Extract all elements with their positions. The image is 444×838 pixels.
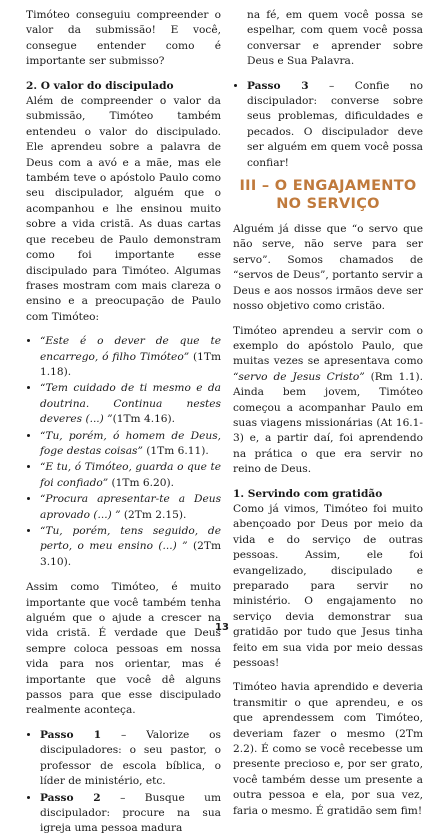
- quotes-list: [26, 334, 221, 570]
- heading-discipulado: 2. O valor do discipulado: [26, 79, 174, 92]
- step-1: • Passo 1 – Valorize os discipuladores: o seu pastor, o professor de escola bíblica, o líder de ministério, etc.: [40, 728, 221, 790]
- page-number: 13: [215, 622, 229, 633]
- list-item: • “Este é o dever de que te encarrego, ó filho Timóteo” (1Tm 1.18).: [40, 334, 221, 380]
- list-item: • “Tu, porém, tens seguido, de perto, o meu ensino (...) ” (2Tm 3.10).: [40, 524, 221, 570]
- final-paragraph: Timóteo havia aprendido e deveria transmitir o que aprendeu, e os que aprendessem com Timóteo, deveriam fazer o mesmo (2Tm 2.2). É como se você recebesse um presente precioso e, por ser grato, você também desse um presente a outra pessoa e ela, por sua vez, faria o mesmo. É gratidão sem fim!: [233, 681, 423, 817]
- right-column: [233, 8, 423, 819]
- list-item: • “Tu, porém, ó homem de Deus, foge destas coisas” (1Tm 6.11).: [40, 429, 221, 460]
- timoteo-service-paragraph: Timóteo aprendeu a servir com o exemplo do apóstolo Paulo, que muitas vezes se apresentava como “servo de Jesus Cristo” (Rm 1.1). Ainda bem jovem, Timóteo começou a acompanhar Paulo em suas viagens missionárias (At 16.1-3) e, a partir daí, foi aprendendo na prática o que era servir no reino de Deus.: [233, 324, 423, 476]
- left-column: [26, 8, 221, 838]
- step-2-continuation: na fé, em quem você possa se espelhar, com quem você possa conversar e aprender sobre Deus e Sua Palavra.: [247, 9, 423, 68]
- intro-paragraph: Timóteo conseguiu compreender o valor da submissão! E você, consegue entender como é importante ser submisso?: [26, 9, 221, 68]
- list-item: • “E tu, ó Timóteo, guarda o que te foi confiado” (1Tm 6.20).: [40, 460, 221, 491]
- list-item: • “Tem cuidado de ti mesmo e da doutrina. Continua nestes deveres (...) ”(1Tm 4.16).: [40, 381, 221, 427]
- heading-gratidao: 1. Servindo com gratidão: [233, 487, 383, 500]
- service-intro-paragraph: Alguém já disse que “o servo que não serve, não serve para ser servo”. Somos chamados de “servos de Deus”, portanto servir a Deus e aos nossos irmãos deve ser nosso objetivo como cristão.: [233, 223, 423, 313]
- step-3: • Passo 3 – Confie no discipulador: converse sobre seus problemas, dificuldades e pecados. O discipulador deve ser alguém em quem você possa confiar!: [247, 79, 423, 171]
- list-item: • “Procura apresentar-te a Deus aprovado (...) ” (2Tm 2.15).: [40, 492, 221, 523]
- discipulado-paragraph: Além de compreender o valor da submissão, Timóteo também entendeu o valor do discipulado. Ele aprendeu sobre a palavra de Deus com a avó e a mãe, mas ele também teve o apóstolo Paulo como seu discipulador, alguém que o acompanhou e lhe ensinou muito sobre a vida cristã. As duas cartas que recebeu de Paulo demonstram como foi importante esse discipulado para Timóteo. Algumas frases mostram com mais clareza o ensino e a preocupação de Paulo com Timóteo:: [26, 95, 221, 323]
- step-2: • Passo 2 – Busque um discipulador: procure na sua igreja uma pessoa madura: [40, 791, 221, 837]
- steps-list-continued: [233, 79, 423, 171]
- importance-paragraph: Assim como Timóteo, é muito importante que você também tenha alguém que o ajude a crescer na vida cristã. É verdade que Deus sempre coloca pessoas em nossa vida para nos orientar, mas é importante que você dê alguns passos para que esse discipulado realmente aconteça.: [26, 581, 221, 717]
- steps-list: [26, 728, 221, 837]
- section-title: III – O ENGAJAMENTO NO SERVIÇO: [239, 178, 417, 213]
- gratidao-paragraph: Como já vimos, Timóteo foi muito abençoado por Deus por meio da vida e do serviço de outras pessoas. Assim, ele foi evangelizado, discipulado e preparado para servir no ministério. O engajamento no serviço devia demonstrar sua gratidão por tudo que Jesus tinha feito em sua vida por meio dessas pessoas!: [233, 502, 423, 670]
